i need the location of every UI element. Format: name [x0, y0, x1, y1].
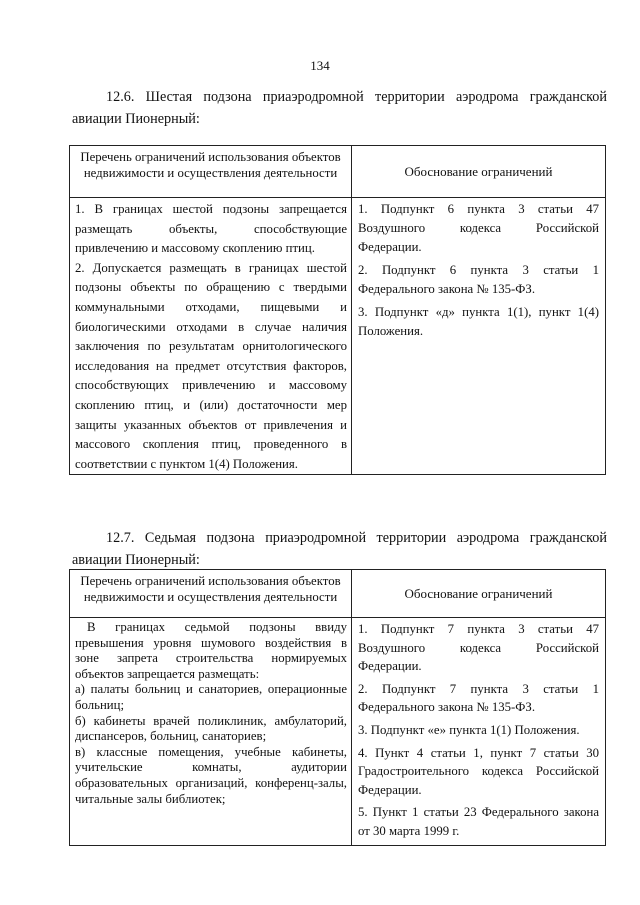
table-header-row [70, 146, 606, 198]
ground-item: 3. Подпункт «д» пункта 1(1), пункт 1(4) Положения. [358, 305, 599, 338]
column-header-grounds: Обоснование ограничений [352, 146, 606, 198]
ground-item: 2. Подпункт 7 пункта 3 статьи 1 Федерального закона № 135-ФЗ. [358, 681, 599, 715]
ground-item: 1. Подпункт 6 пункта 3 статьи 47 Воздушного кодекса Российской Федерации. [358, 202, 599, 254]
section-heading-12-7: 12.7. Седьмая подзона приаэродромной территории аэродрома гражданской авиации Пионерный: [72, 530, 607, 568]
restriction-item: 1. В границах шестой подзоны запрещается размещать объекты, способствующие привлечению и массовому скоплению птиц. [75, 202, 347, 256]
table-row [70, 618, 606, 846]
restrictions-table-subzone-7 [69, 569, 606, 846]
table-row [70, 198, 606, 475]
column-header-restrictions: Перечень ограничений использования объектов недвижимости и осуществления деятельности [70, 570, 352, 618]
restrictions-table-subzone-6 [69, 145, 606, 475]
restrictions-cell [70, 618, 352, 846]
restrictions-cell [70, 198, 352, 475]
grounds-cell [352, 198, 606, 475]
section-heading-12-6: 12.6. Шестая подзона приаэродромной территории аэродрома гражданской авиации Пионерный: [72, 89, 607, 127]
ground-item: 4. Пункт 4 статьи 1, пункт 7 статьи 30 Градостроительного кодекса Российской Федерации. [358, 745, 599, 797]
restriction-item: 2. Допускается размещать в границах шестой подзоны объекты по обращению с твердыми коммунальными отходами, пищевыми и биологическими отходами в случае наличия заключения по результатам орнитологического исследования на предмет отсутствия факторов, способствующих привлечению и массовому скоплению птиц, и (или) достаточности мер защиты указанных объектов от привлечения и массового скопления птиц, проведенного в соответствии с пунктом 1(4) Положения. [75, 260, 347, 471]
restriction-item: в) классные помещения, учебные кабинеты, учительские комнаты, аудитории образовательных организаций, конференц-залы, читальные залы библиотек; [75, 744, 347, 806]
restriction-item: В границах седьмой подзоны ввиду превышения уровня шумового воздействия в зоне запрета строительства нормируемых объектов запрещается размещать: [75, 620, 347, 681]
grounds-cell [352, 618, 606, 846]
table-header-row [70, 570, 606, 618]
ground-item: 5. Пункт 1 статьи 23 Федерального закона от 30 марта 1999 г. [358, 805, 599, 838]
ground-item: 3. Подпункт «е» пункта 1(1) Положения. [358, 722, 580, 737]
restriction-item: б) кабинеты врачей поликлиник, амбулаторий, диспансеров, больниц, санаториев; [75, 713, 347, 744]
column-header-grounds: Обоснование ограничений [352, 570, 606, 618]
ground-item: 1. Подпункт 7 пункта 3 статьи 47 Воздушного кодекса Российской Федерации. [358, 622, 599, 674]
column-header-restrictions: Перечень ограничений использования объектов недвижимости и осуществления деятельности [70, 146, 352, 198]
restriction-item: а) палаты больниц и санаториев, операционные больниц; [75, 682, 347, 712]
page-number: 134 [310, 58, 330, 73]
ground-item: 2. Подпункт 6 пункта 3 статьи 1 Федерального закона № 135-ФЗ. [358, 263, 599, 296]
